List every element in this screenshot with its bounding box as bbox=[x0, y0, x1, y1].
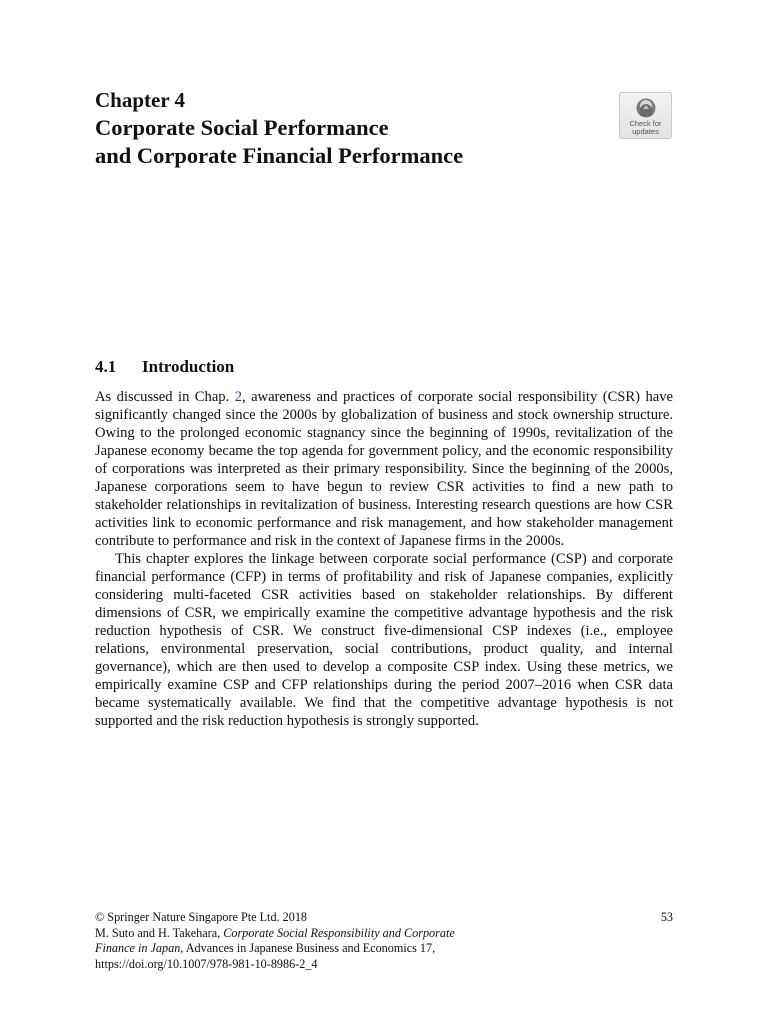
citation-book-title-part-1: Corporate Social Responsibility and Corporate bbox=[223, 925, 455, 940]
paragraph-1-start: As discussed in Chap. bbox=[95, 389, 235, 405]
chapter-title-line-1: Corporate Social Performance bbox=[95, 115, 389, 140]
page-footer bbox=[95, 910, 673, 972]
citation-line-2 bbox=[95, 941, 673, 957]
chapter-label: Chapter 4 bbox=[95, 88, 186, 112]
check-for-updates-badge[interactable] bbox=[619, 92, 672, 139]
paragraph-1-rest: , awareness and practices of corporate social responsibility (CSR) have significantly changed since the 2000s by globalization of business and stock ownership structure. Owing to the prolonged economic stagnancy since the beginning of 1990s, revitalization of the Japanese economy became the top agenda for government policy, and the economic responsibility of corporations was interpreted as their primary responsibility. Since the beginning of the 2000s, Japanese corporations seem to have begun to review CSR activities to find a new path to stakeholder relationships in revitalization of business. Interesting research questions are how CSR activities link to economic performance and risk management, and how stakeholder management contribute to performance and risk in the context of Japanese firms in the 2000s. bbox=[95, 389, 673, 549]
doi-link[interactable]: https://doi.org/10.1007/978-981-10-8986-2_4 bbox=[95, 956, 318, 971]
citation-book-title-part-2: Finance in Japan bbox=[95, 941, 181, 955]
citation-series: , Advances in Japanese Business and Economics 17, bbox=[180, 941, 436, 955]
page-number: 53 bbox=[660, 910, 673, 924]
citation-line-1 bbox=[95, 926, 673, 942]
badge-label-line-2: updates bbox=[632, 127, 659, 136]
chapter-title bbox=[95, 114, 615, 170]
crossmark-icon bbox=[635, 97, 657, 119]
body-text bbox=[95, 388, 673, 730]
section-heading bbox=[95, 357, 234, 377]
paragraph-1 bbox=[95, 388, 673, 550]
citation-authors: M. Suto and H. Takehara, bbox=[95, 925, 224, 940]
section-title: Introduction bbox=[142, 357, 235, 377]
badge-label-line-1: Check for bbox=[629, 119, 662, 128]
paragraph-2: This chapter explores the linkage between corporate social performance (CSP) and corporate financial performance (CFP) in terms of profitability and risk of Japanese companies, explicitly considering multi-faceted CSR activities based on stakeholder relationships. By different dimensions of CSR, we empirically examine the competitive advantage hypothesis and the risk reduction hypothesis of CSR. We construct five-dimensional CSP indexes (i.e., employee relations, environmental preservation, social contributions, product quality, and internal governance), which are then used to develop a composite CSP index. Using these metrics, we empirically examine CSP and CFP relationships during the period 2007–2016 when CSR data became systematically available. We find that the competitive advantage hypothesis is not supported and the risk reduction hypothesis is strongly supported. bbox=[95, 551, 673, 729]
chapter-reference-link[interactable]: 2 bbox=[234, 389, 242, 405]
section-number: 4.1 bbox=[95, 357, 117, 377]
badge-label bbox=[620, 120, 671, 136]
chapter-title-line-2: and Corporate Financial Performance bbox=[95, 143, 464, 168]
copyright-line: © Springer Nature Singapore Pte Ltd. 2018 bbox=[95, 910, 308, 924]
